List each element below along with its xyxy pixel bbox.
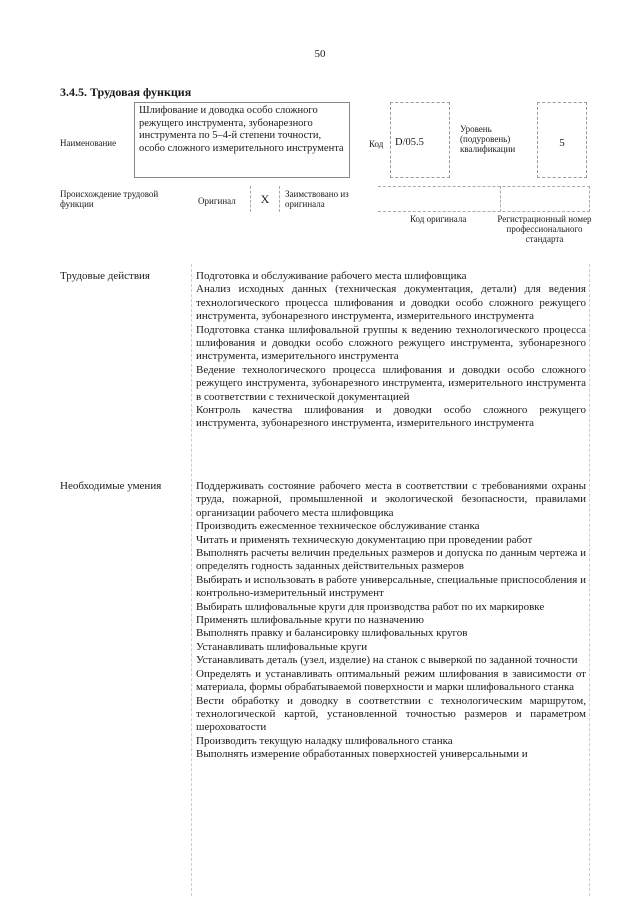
code-original-label: Код оригинала	[410, 214, 467, 224]
original-mark: X	[250, 186, 280, 212]
page-number: 50	[314, 48, 326, 60]
registration-number-label: Регистрационный номер профессионального стандарта	[497, 214, 592, 244]
labor-actions-label: Трудовые действия	[60, 270, 150, 282]
original-label: Оригинал	[198, 196, 236, 206]
list-item: Выполнять расчеты величин предельных размеров и допуска по данным чертежа и определять годность заданных действительных размеров	[196, 547, 586, 573]
origin-divider	[500, 186, 501, 212]
labor-actions-list	[196, 270, 586, 431]
origin-label: Происхождение трудовой функции	[60, 189, 159, 209]
list-item: Читать и применять техническую документацию при проведении работ	[196, 533, 533, 546]
name-label: Наименование	[60, 138, 117, 148]
section-title: 3.4.5. Трудовая функция	[60, 85, 192, 99]
list-item: Подготовка станка шлифовальной группы к ведению технологического процесса шлифования и доводки особо сложного режущего инструмента, зубонарезного инструмента, измерительного инструмента	[196, 323, 586, 363]
qualification-level-label: Уровень (подуровень) квалификации	[460, 124, 516, 154]
required-skills-list	[196, 480, 586, 762]
list-item: Устанавливать шлифовальные круги	[196, 640, 368, 653]
list-item: Выполнять измерение обработанных поверхностей универсальными и	[196, 748, 528, 761]
table-border-right	[589, 264, 590, 896]
function-name-value: Шлифование и доводка особо сложного режущего инструмента, зубонарезного инструмента по 5–4-й степени точности, особо сложного измерительного инструмента	[134, 102, 350, 178]
borrowed-label: Заимствовано из оригинала	[285, 189, 349, 209]
list-item: Ведение технологического процесса шлифования и доводки особо сложного режущего инструмента, зубонарезного инструмента, измерительного инструмента в соответствии с технической документацией	[196, 363, 586, 403]
list-item: Производить ежесменное техническое обслуживание станка	[196, 520, 480, 533]
required-skills-label: Необходимые умения	[60, 480, 162, 492]
qualification-level-value: 5	[537, 102, 587, 178]
list-item: Вести обработку и доводку в соответствии с технологическим маршрутом, технологической картой, установленной точностью размеров и параметром шероховатости	[196, 694, 586, 734]
list-item: Производить текущую наладку шлифовального станка	[196, 734, 453, 747]
list-item: Определять и устанавливать оптимальный режим шлифования в зависимости от материала, формы обрабатываемой поверхности и марки шлифовального станка	[196, 667, 586, 694]
list-item: Контроль качества шлифования и доводки особо сложного режущего инструмента, зубонарезного инструмента, измерительного инструмента	[196, 404, 586, 430]
list-item: Выбирать и использовать в работе универсальные, специальные приспособления и контрольно-измерительный инструмент	[196, 573, 586, 600]
list-item: Поддерживать состояние рабочего места в соответствии с требованиями охраны труда, пожарной, промышленной и экологической безопасности, правилами организации рабочего места шлифовщика	[196, 480, 586, 519]
list-item: Выполнять правку и балансировку шлифовальных кругов	[196, 627, 468, 640]
list-item: Устанавливать деталь (узел, изделие) на станок с выверкой по заданной точности	[196, 654, 578, 667]
code-label: Код	[369, 139, 384, 149]
list-item: Анализ исходных данных (техническая документация, детали) для ведения технологического процесса шлифования и доводки особо сложного режущего инструмента, зубонарезного инструмента, измерительного инструмента	[196, 283, 586, 323]
list-item: Подготовка и обслуживание рабочего места шлифовщика	[196, 270, 467, 282]
borrowed-box	[378, 186, 590, 212]
table-border-left	[191, 264, 192, 896]
list-item: Выбирать шлифовальные круги для производства работ по их маркировке	[196, 600, 545, 613]
list-item: Применять шлифовальные круги по назначению	[196, 614, 424, 627]
function-code-value: D/05.5	[390, 102, 450, 178]
